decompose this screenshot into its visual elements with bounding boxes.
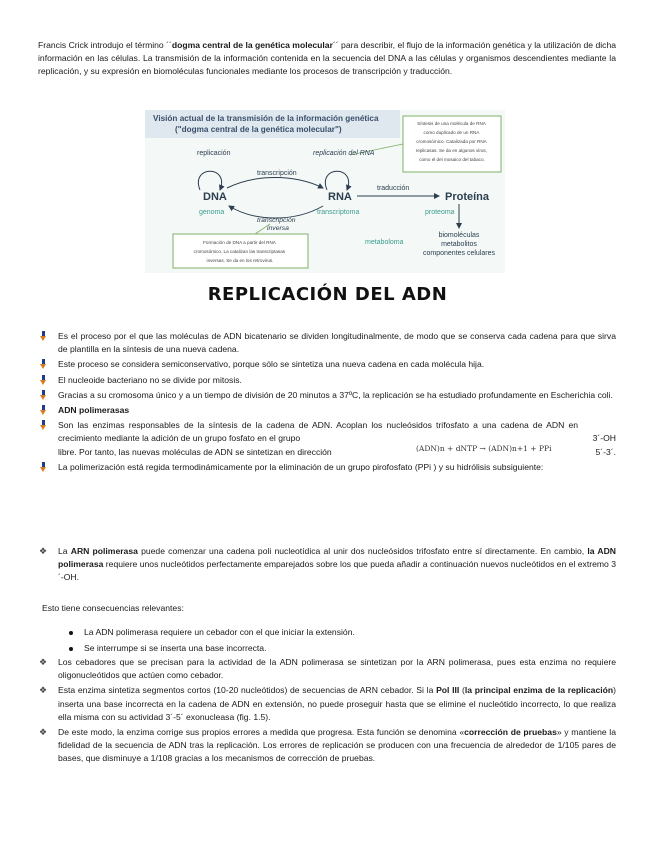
figure-title-line1: Visión actual de la transmisión de la información genética bbox=[153, 114, 379, 123]
list-item: Este proceso se considera semiconservativo, porque sólo se sintetiza una nueva cadena en cada molécula hija. bbox=[38, 358, 616, 371]
diamond-bullet-icon: ❖ bbox=[39, 727, 48, 738]
consequences-intro: Esto tiene consecuencias relevantes: bbox=[42, 603, 184, 613]
list-item: Son las enzimas responsables de la síntesis de la cadena de ADN. Acoplan los nucleósidos trifosfato a una cadena de ADN en crecimiento mediante la adición de un grupo fosfato en el grupo 3´-OH libre. Por tanto, las nuevas moléculas de ADN se sintetizan en dirección (ADN)n + dNTP → (ADN)n+1 + PPi 5´-3´. bbox=[38, 419, 616, 458]
dot-bullet-icon bbox=[69, 631, 73, 635]
arrow-down-icon bbox=[40, 331, 47, 341]
diamond-list-1 bbox=[38, 545, 616, 587]
label-rt-2: inversa bbox=[267, 225, 289, 232]
label-transcripcion: transcripción bbox=[257, 170, 297, 177]
diamond-list-2 bbox=[38, 656, 616, 768]
label-transcriptoma: transcriptoma bbox=[317, 209, 360, 216]
label-replicacion-rna: replicación del RNA bbox=[313, 150, 375, 157]
arrow-down-icon bbox=[40, 420, 47, 430]
intro-paragraph bbox=[38, 39, 616, 79]
label-genoma: genoma bbox=[199, 209, 225, 216]
label-rt-1: transcripción bbox=[257, 217, 296, 224]
list-item: El nucleoide bacteriano no se divide por mitosis. bbox=[38, 374, 616, 387]
label-metaboloma: metaboloma bbox=[365, 239, 404, 246]
arrow-down-icon bbox=[40, 405, 47, 415]
dot-bullet-list bbox=[68, 626, 616, 658]
arrow-down-icon bbox=[40, 359, 47, 369]
diamond-bullet-icon: ❖ bbox=[39, 546, 48, 556]
arrow-bullet-list bbox=[38, 330, 616, 476]
list-item: La ADN polimerasa requiere un cebador con el que iniciar la extensión. bbox=[68, 626, 616, 639]
list-item: ❖ Esta enzima sintetiza segmentos cortos (10-20 nucleótidos) de secuencias de ARN cebador. Si la Pol III (la principal enzima de la replicación) inserta una base incorrecta en la cadena de ADN en extensión, no puede proseguir hasta que se elimine el nucleótido incorrecto, lo que realiza ella misma con su actividad 3´-5´ exonucleasa (fig. 1.5). bbox=[39, 685, 616, 722]
diamond-bullet-icon: ❖ bbox=[39, 685, 48, 696]
list-item: ❖ Los cebadores que se precisan para la actividad de la ADN polimerasa se sintetizan por la ARN polimerasa, pues esta enzima no requiere oligonucleótidos que actúen como cebador. bbox=[39, 657, 616, 681]
note-rt-text: Formación de DNA a partir del RNA cromosómico. La catalizan las transcriptasas inversas. Se da en los retrovirus. bbox=[193, 240, 286, 263]
figure-title-line2: ("dogma central de la genética molecular") bbox=[175, 125, 342, 134]
dogma-figure bbox=[145, 110, 505, 273]
list-item: ❖ La ARN polimerasa puede comenzar una cadena poli nucleotídica al unir dos nucleósidos trifosfato entre sí directamente. En cambio, la ADN polimerasa requiere unos nucleótidos perfectamente emparejados sobre los que pueda añadir a continuación nuevos nucleótidos en el extremo 3´-OH. bbox=[39, 546, 616, 583]
intro-text-1: Francis Crick introdujo el término ´´ bbox=[38, 40, 172, 50]
label-traduccion: traducción bbox=[377, 185, 410, 192]
intro-bold-dogma: dogma central de la genética molecular bbox=[171, 40, 333, 50]
label-componentes: componentes celulares bbox=[423, 250, 495, 257]
arrow-down-icon bbox=[40, 375, 47, 385]
intro-text-2: ´´ para describir, el flujo de la información genética y la utilización de dicha información en las células. La transmisión de la información contenida en la secuencia del DNA a las células y organismos descendientes mediante la replicación, y su expresión en biomoléculas funcionales mediante los procesos de transcripción y traducción. bbox=[38, 40, 617, 77]
list-item: Se interrumpe si se inserta una base incorrecta. bbox=[68, 642, 616, 655]
arrow-down-icon bbox=[40, 390, 47, 400]
diamond-bullet-icon: ❖ bbox=[39, 657, 48, 667]
label-replicacion: replicación bbox=[197, 150, 231, 157]
arrow-down-icon bbox=[40, 462, 47, 472]
node-rna: RNA bbox=[328, 191, 352, 203]
list-item: ADN polimerasas bbox=[38, 404, 616, 417]
note-rna-text: Síntesis de una molécula de RNA como duplicado de un RNA cromosómico. Catalizada por RNA replicasas. Se da en algunos virus, como el del mosaico del tabaco. bbox=[415, 121, 487, 162]
label-metabolitos: metabolitos bbox=[441, 241, 477, 248]
list-item: Gracias a su cromosoma único y a un tiempo de división de 20 minutos a 37ºC, la replicación se ha estudiado profundamente en Escherichia coli. bbox=[38, 389, 616, 402]
label-proteoma: proteoma bbox=[425, 209, 455, 216]
list-item: Es el proceso por el que las moléculas de ADN bicatenario se dividen longitudinalmente, de modo que se conserva cada cadena para que sirva de plantilla en la síntesis de una nueva cadena. bbox=[38, 330, 616, 356]
node-dna: DNA bbox=[203, 191, 227, 203]
dot-bullet-icon bbox=[69, 647, 73, 651]
label-biomoleculas: biomoléculas bbox=[438, 232, 480, 239]
page-title: REPLICACIÓN DEL ADN bbox=[207, 284, 448, 305]
node-proteina: Proteína bbox=[445, 191, 490, 203]
dogma-diagram bbox=[145, 110, 505, 273]
list-item: La polimerización está regida termodinámicamente por la eliminación de un grupo pirofosfato (PPi ) y su hidrólisis subsiguiente: bbox=[38, 461, 616, 474]
list-item: ❖ De este modo, la enzima corrige sus propios errores a medida que progresa. Esta función se denomina «corrección de pruebas» y mantiene la fidelidad de la secuencia de ADN tras la replicación. Los errores de replicación se producen con una frecuencia de alrededor de 1/105 pares de bases, que disminuye a 1/108 gracias a los mecanismos de corrección de pruebas. bbox=[39, 727, 616, 764]
replication-equation: (ADN)n + dNTP → (ADN)n+1 + PPi bbox=[416, 443, 552, 453]
